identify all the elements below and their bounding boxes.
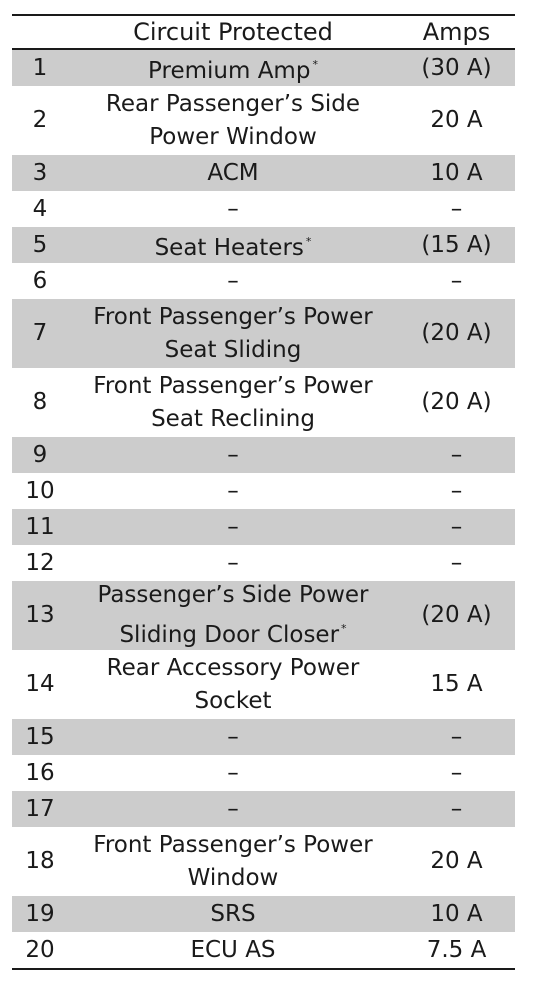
amps: 10 A: [430, 900, 483, 927]
fuse-number: 13: [25, 602, 55, 628]
header-circuit-protected: Circuit Protected: [133, 18, 333, 46]
circuit-protected: –: [227, 267, 239, 294]
circuit-text-line2-wrap: [68, 612, 398, 652]
amps: –: [450, 795, 463, 822]
table-row: [12, 791, 515, 827]
table-row: [12, 191, 515, 227]
fuse-number: 3: [32, 159, 48, 186]
circuit-protected: –: [227, 759, 239, 786]
footnote-mark: *: [305, 235, 312, 248]
fuse-number: 8: [32, 389, 48, 415]
table-row: [12, 155, 515, 191]
table-header: [12, 14, 515, 50]
amps: 10 A: [430, 159, 483, 186]
circuit-protected: [68, 88, 398, 154]
table-row: [12, 932, 515, 968]
fuse-number: 18: [25, 848, 55, 874]
amps: (20 A): [421, 389, 492, 415]
circuit-protected: –: [227, 477, 239, 504]
amps: –: [450, 195, 463, 222]
fuse-number: 19: [25, 900, 55, 927]
fuse-number: 17: [25, 795, 55, 822]
circuit-protected: –: [227, 513, 239, 540]
fuse-number: 2: [32, 107, 48, 133]
circuit-protected: –: [227, 723, 239, 750]
circuit-protected: [68, 48, 398, 88]
table-row: [12, 827, 515, 896]
fuse-number: 16: [25, 759, 55, 786]
circuit-protected: SRS: [210, 900, 256, 927]
circuit-text: Seat Heaters: [154, 235, 304, 261]
table-row: [12, 368, 515, 437]
circuit-protected: –: [227, 795, 239, 822]
circuit-text: Front Passenger’s Power: [93, 372, 373, 399]
fuse-number: 9: [32, 441, 48, 468]
circuit-protected: [68, 370, 398, 436]
circuit-text: Front Passenger’s Power: [93, 303, 373, 330]
fuse-table: [12, 14, 515, 970]
fuse-number: 6: [32, 267, 48, 294]
fuse-number: 20: [25, 936, 55, 963]
fuse-number: 5: [32, 231, 48, 258]
fuse-number: 1: [32, 54, 48, 81]
circuit-text-line2: Seat Reclining: [151, 405, 315, 432]
amps: –: [450, 549, 463, 576]
table-row: [12, 50, 515, 86]
footnote-mark: *: [341, 622, 347, 635]
fuse-number: 14: [25, 671, 55, 697]
header-amps: Amps: [422, 18, 491, 46]
circuit-protected: –: [227, 549, 239, 576]
circuit-protected: [68, 301, 398, 367]
circuit-text: Premium Amp: [148, 58, 311, 84]
amps: 7.5 A: [426, 936, 487, 963]
circuit-protected: [68, 225, 398, 265]
circuit-text-line2: Window: [187, 864, 279, 891]
table-row: [12, 86, 515, 155]
amps: 15 A: [430, 671, 483, 697]
amps: –: [450, 477, 463, 504]
circuit-text-line2: Power Window: [149, 123, 317, 150]
footnote-mark: *: [312, 58, 318, 71]
fuse-number: 12: [25, 549, 55, 576]
circuit-protected: –: [227, 195, 239, 222]
amps: 20 A: [430, 107, 483, 133]
amps: (15 A): [421, 231, 492, 258]
fuse-number: 11: [25, 513, 55, 540]
amps: (20 A): [421, 602, 492, 628]
table-row: [12, 896, 515, 932]
amps: –: [450, 759, 463, 786]
table-row: [12, 650, 515, 719]
table-row: [12, 755, 515, 791]
amps: –: [450, 723, 463, 750]
circuit-text-line2: Socket: [194, 687, 272, 714]
fuse-number: 4: [32, 195, 48, 222]
circuit-text-line2: Seat Sliding: [164, 336, 302, 363]
circuit-protected: ACM: [207, 159, 259, 186]
amps: –: [450, 267, 463, 294]
fuse-number: 7: [32, 320, 48, 346]
circuit-protected: ECU AS: [190, 936, 276, 963]
circuit-protected: [68, 579, 398, 652]
table-bottom-rule: [12, 968, 515, 970]
amps: –: [450, 441, 463, 468]
table-row: [12, 473, 515, 509]
amps: 20 A: [430, 848, 483, 874]
circuit-text-line2: Sliding Door Closer: [119, 622, 340, 648]
table-row: [12, 581, 515, 650]
table-row: [12, 227, 515, 263]
circuit-text: Rear Passenger’s Side: [105, 90, 361, 117]
amps: (30 A): [421, 54, 492, 81]
circuit-protected: [68, 652, 398, 718]
circuit-text: Rear Accessory Power: [106, 654, 360, 681]
table-row: [12, 509, 515, 545]
circuit-protected: –: [227, 441, 239, 468]
circuit-text: Front Passenger’s Power: [93, 831, 373, 858]
table-row: [12, 545, 515, 581]
table-row: [12, 263, 515, 299]
table-row: [12, 719, 515, 755]
fuse-number: 10: [25, 477, 55, 504]
circuit-text: Passenger’s Side Power: [97, 582, 369, 608]
amps: –: [450, 513, 463, 540]
table-body: [12, 50, 515, 968]
fuse-number: 15: [25, 723, 55, 750]
amps: (20 A): [421, 320, 492, 346]
circuit-protected: [68, 829, 398, 895]
table-row: [12, 437, 515, 473]
table-row: [12, 299, 515, 368]
